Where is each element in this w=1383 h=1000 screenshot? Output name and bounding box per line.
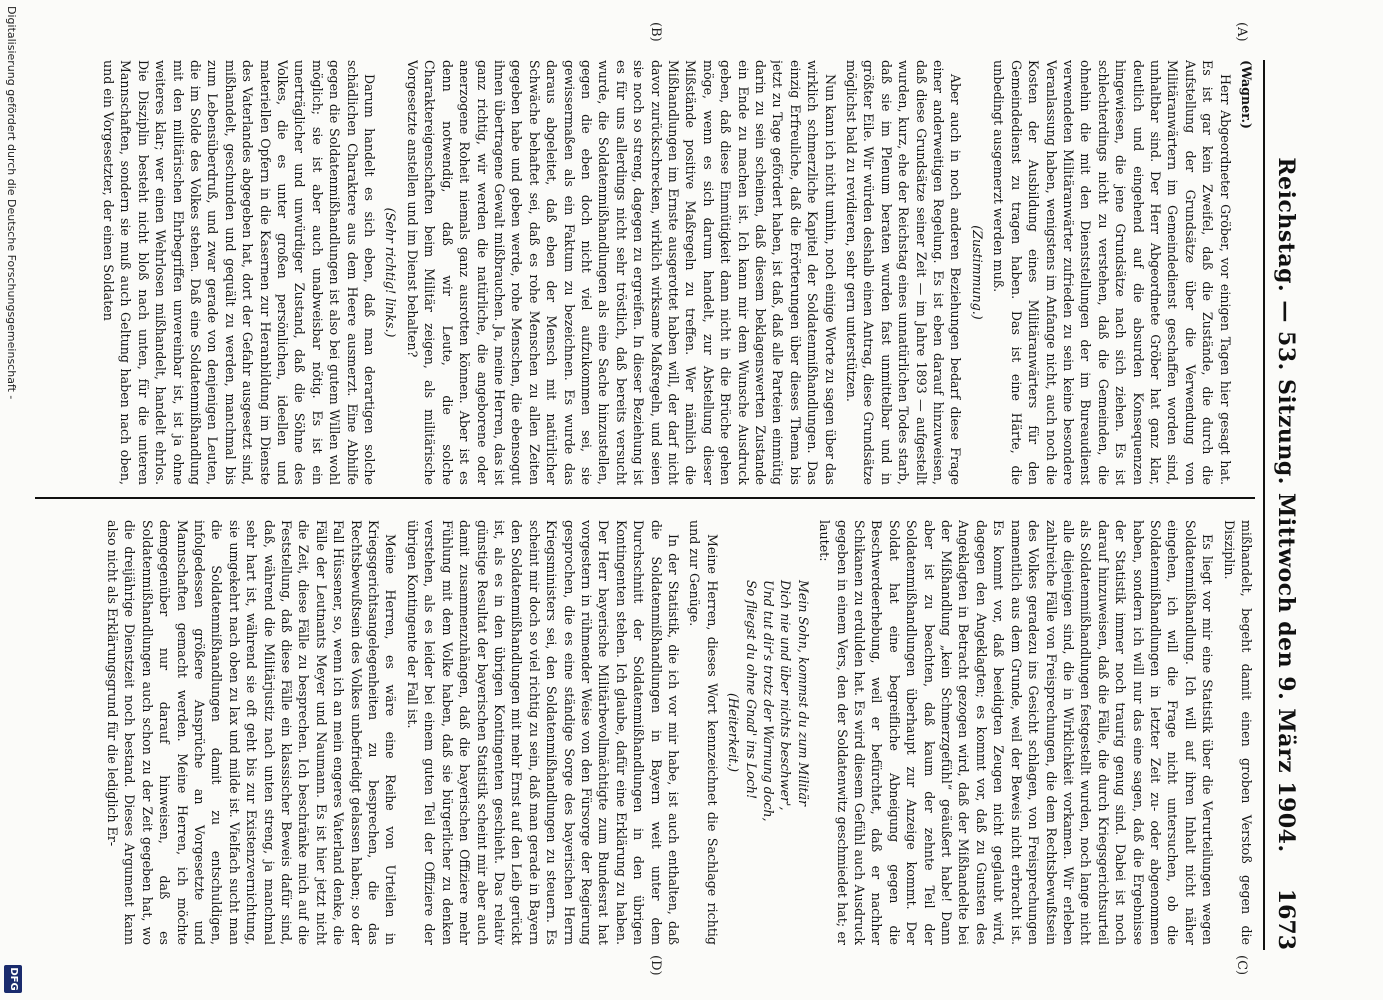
margin-mark-c: (C) — [1234, 955, 1249, 976]
poem-line: Dich nie und über nichts beschwer', — [778, 580, 794, 811]
right-column — [35, 520, 1255, 945]
paragraph: Meine Herren, dieses Wort kennzeichnet die Sachlage richtig und zur Genüge. — [687, 520, 720, 945]
funding-credit: Digitalisierung gefördert durch die Deutsche Forschungsgemeinschaft - — [5, 6, 18, 400]
paragraph: Nun kann ich nicht umhin, noch einige Worte zu sagen über das wirklich schmerzliche Kapitel der Soldatenmißhandlungen. Das einzig Erfreuliche, daß die Erörterungen über dieses Thema bis jetzt zu Tage gefördert haben, ist daß, daß alle Parteien einmütig darin zu sein scheinen, daß diesem beklagenswerten Zustande ein Ende zu machen ist. Ich kann mir dem Wunsche Ausdruck geben, daß diese Einmütigkeit dann nicht in die Brüche gehen möge, wenn es sich darum handelt, zur Abstellung dieser Mißstände positive Maßregeln zu treffen. Wer nämlich die Mißhandlungen im Ernste ausgerottet haben will, der darf nicht davor zurückschrecken, wirklich wirksame Maßregeln, und seien sie noch so streng, dagegen zu ergreifen. In dieser Beziehung ist es für uns allerdings nicht sehr tröstlich, daß bereits versucht wurde, die Soldatenmißhandlungen als eine Sache hinzustellen, gegen die eben doch nicht viel aufzukommen sei, sie gewissermaßen als ein Faktum zu bezeichnen. Es wurde das daraus abgeleitet, daß eben der Mensch mit natürlicher Schwäche behaftet sei, daß es rohe Menschen zu allen Zeiten gegeben habe und geben werde, rohe Menschen, die ebensogut ihnen übertragene Gewalt mißbrauchen. Ja, meine Herren, das ist ganz richtig, wir werden die natürliche, die angeborene oder anerzogene Roheit niemals ganz ausrotten können. Aber ist es denn notwendig, daß wir Leute, die solche Charaktereigenschaften beim Militär zeigen, als militärische Vorgesetzte anstellen und im Dienst behalten? — [404, 60, 838, 485]
paragraph: Meine Herren, es wäre eine Reihe von Urteilen in Kriegsgerichtsangelegenheiten zu besprechen, die das Rechtsbewußtsein des Volkes unbefriedigt gelassen haben; so der Fall Hüssener, so, wenn ich an mein engeres Vaterland denke, die Fälle der Leutnants Meyer und Naumann. Es ist hier jetzt nicht die Zeit, diese Fälle zu besprechen. Ich beschränke mich auf die Feststellung, daß diese Fälle ein klassischer Beweis dafür sind, daß, während die Militärjustiz nach unten streng, ja manchmal sehr hart ist, während sie oft geht bis zur Existenzvernichtung, sie umgekehrt nach oben zu lax und milde ist. Vielfach sucht man die Soldatenmißhandlungen damit zu entschuldigen, infolgedessen größere Ansprüche an Vorgesetzte und Mannschaften gemacht werden. Meine Herren, ich möchte demgegenüber nur darauf hinweisen, daß es Soldatenmißhandlungen auch schon zu der Zeit gegeben hat, wo die dreijährige Dienstzeit noch bestand. Dieses Argument kann also nicht als Erklärungsgrund für die lediglich Er- — [105, 520, 399, 945]
paragraph: Aber auch in noch anderen Beziehungen bedarf diese Frage einer anderweitigen Regelung. Es ist eben darauf hinzuweisen, daß diese Grundsätze seiner Zeit — im Jahre 1893 — aufgestellt wurden, kurz, ehe der Reichstag eines unnatürlichen Todes starb, daß sie im Plenum beraten wurden fast unmittelbar und in größter Eile. Wir würden deshalb einen Antrag, diese Grundsätze möglichst bald zu revidieren, sehr gern unterstützen. — [844, 60, 964, 485]
paragraph: mißhandelt, begeht damit einen groben Verstoß gegen die Disziplin. — [1221, 520, 1254, 945]
applause-note: (Sehr richtig! links.) — [383, 207, 399, 338]
margin-mark-d: (D) — [648, 955, 663, 976]
paragraph: Es liegt vor mir eine Statistik über die Verurteilungen wegen Soldatenmißhandlung. Ich will auf ihren Inhalt nicht näher eingehen, ich will die Frage nicht untersuchen, ob die Soldatenmißhandlungen in letzter Zeit zu- oder abgenommen haben, sondern ich will nur das eine sagen, daß die Ergebnisse der Statistik immer noch traurig genug sind. Dabei ist noch darauf hinzuweisen, daß die Fälle, die durch Kriegsgerichtsurteil als Soldatenmißhandlungen festgestellt wurden, noch lange nicht alle diejenigen sind, die in Wirklichkeit vorkamen. Wir erleben zahlreiche Fälle von Freisprechungen, die dem Rechtsbewußtsein des Volkes geradezu ins Gesicht schlagen, von Freisprechungen namentlich aus dem Grunde, weil der Beweis nicht erbracht ist. Es kommt vor, daß beeidigten Zeugen nicht geglaubt wird, dagegen den Angeklagten; es kommt vor, daß zu Gunsten des Angeklagten in Betracht gezogen wird, daß der Mißhandelte bei der Mißhandlung „kein Schmerzgefühl“ geäußert habe! Dann aber ist zu beachten, daß kaum der zehnte Teil der Soldatenmißhandlungen überhaupt zur Anzeige kommt. Der Soldat hat eine begreifliche Abneigung gegen die Beschwerdeerhebung, weil er befürchtet, daß er nachher Schikanen zu erdulden hat. Es wird diesem Gefühl auch Ausdruck gegeben in einem Vers, den der Soldatenwitz geschmiedet hat; er lautet: — [817, 520, 1216, 945]
paragraph: Herr Abgeordneter Gröber, vor einigen Tagen hier gesagt hat. Es ist gar kein Zweifel, daß die Zustände, die durch die Aufstellung der Grundsätze über die Verwendung von Militäranwärtern im Gemeindedienst geschaffen worden sind, unhaltbar sind. Der Herr Abgeordnete Gröber hat ganz klar, deutlich und eingehend auf die absurden Konsequenzen hingewiesen, die jene Grundsätze nach sich ziehen. Es ist schlechterdings nicht zu verstehen, daß die Gemeinden, die ohnehin die mit den Dienststellungen der im Bureaudienst verwendeten Militäranwärter zufrieden zu sein keine besondere Veranlassung haben, wenigstens im Anfange nicht, auch noch die Kosten der Ausbildung eines Militäranwärters für den Gemeindedienst zu tragen haben. Das ist eine Härte, die unbedingt ausgemerzt werden muß. — [991, 60, 1233, 485]
speaker-label — [1238, 60, 1255, 485]
dfg-logo: DFG — [4, 965, 22, 993]
header-title: Reichstag. — 53. Sitzung. Mittwoch den 9. März 1904. — [1273, 157, 1299, 853]
poem-line: Und tut dir's trotz der Warnung doch, — [761, 580, 777, 822]
applause-note: (Zustimmung.) — [969, 225, 985, 320]
applause-note: (Heiterkeit.) — [726, 693, 742, 772]
margin-mark-a: (A) — [1234, 22, 1249, 42]
paragraph: Darum handelt es sich eben, daß man derartigen solche schädlichen Charaktere aus dem Heere ausmerzt. Eine Abhilfe gegen die Soldatenmißhandlungen ist also bei gutem Willen wohl möglich; sie ist aber auch unabweisbar nötig. Es ist ein unerträglicher und unwürdiger Zustand, daß die Söhne des Volkes, die es unter großen persönlichen, ideellen und materiellen Opfern in die Kasernen zur Heranbildung im Dienste des Vaterlandes abgegeben hat, dort der Gefahr ausgesetzt sind, mißhandelt, geschunden und gequält zu werden, manchmal bis zum Lebensüberdruß, und zwar gerade von denjenigen Leuten, die im Solde des Volkes stehen. Daß eine Soldatenmißhandlung mit den militärischen Ehrbegriffen unvereinbar ist, ist ja ohne weiteres klar; wer einen Wehrlosen mißhandelt, handelt ehrlos. Die Disziplin besteht nicht bloß nach unten, für die unteren Mannschaften, sondern sie muß auch Geltung haben nach oben, und ein Vorgesetzter, der einen Soldaten — [101, 60, 378, 485]
page-number: 1673 — [1273, 888, 1299, 950]
column-divider — [35, 497, 1255, 499]
left-column — [35, 60, 1255, 485]
speaker-name: (Wagner.) — [1239, 60, 1254, 129]
margin-mark-b: (B) — [648, 22, 663, 42]
digitization-footer — [0, 0, 30, 1000]
poem-line: Mein Sohn, kommst du zum Militär — [795, 580, 811, 806]
page-header — [1263, 60, 1303, 950]
paragraph: In der Statistik, die ich vor mir habe, ist auch enthalten, daß die Soldatenmißhandlungen in Bayern weit unter dem Durchschnitt der Soldatenmißhandlungen in den übrigen Kontingenten stehen. Ich glaube, dafür eine Erklärung zu haben. Der Herr bayerische Militärbevollmächtigte zum Bundesrat hat vorgestern in rühmender Weise von den Fürsorge der Regierung gesprochen, die es eine ständige Sorge des bayerischen Herrn Kriegsministers sei, den Soldatenmißhandlungen zu steuern. Es scheint mir doch so viel richtig zu sein, daß man gerade in Bayern den Soldatenmißhandlungen mit mehr Ernst auf den Leib gerückt ist, als es in den übrigen Kontingenten geschieht. Das relativ günstige Resultat der bayerischen Statistik scheint mir aber auch damit zusammenzuhängen, daß die bayerischen Offiziere mehr Fühlung mit dem Volke haben, daß sie bürgerlicher zu denken verstehen, als es leider bei einem guten Teil der Offiziere der übrigen Kontingente der Fall ist. — [404, 520, 681, 945]
poem-line: So fliegst du ohne Gnad' ins Loch! — [743, 580, 759, 800]
